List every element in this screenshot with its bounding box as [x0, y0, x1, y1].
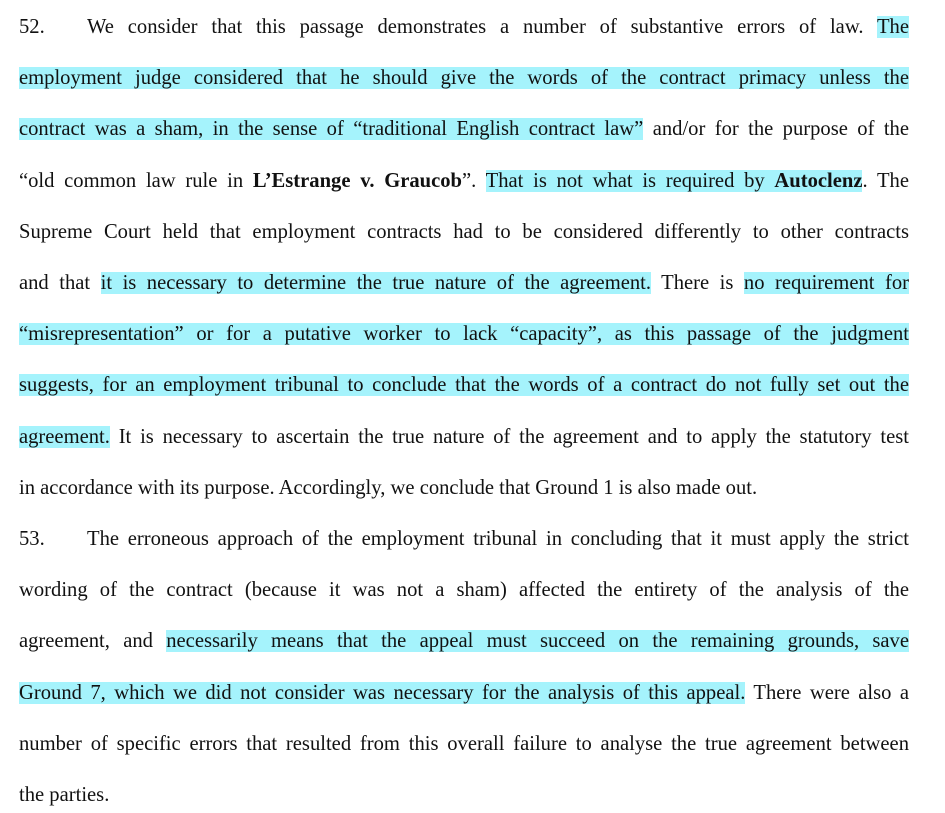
text-line [19, 575, 909, 605]
text-line [19, 780, 909, 810]
highlighted-text: That is not what is required by [485, 169, 775, 192]
highlighted-text: it is necessary to determine the true nature of the agreement. [100, 272, 652, 294]
text-line [19, 729, 909, 759]
paragraph-number: 53. [19, 528, 45, 550]
text-line [19, 114, 909, 144]
body-text: We consider that this passage demonstrates a number of substantive errors of law. [87, 16, 877, 38]
highlighted-text: no requirement for [743, 272, 909, 294]
highlighted-text: agreement. [19, 425, 110, 448]
highlighted-text: employment judge considered that he should give the words of the contract primacy unless the [19, 67, 909, 90]
body-text: Supreme Court held that employment contracts had to be considered differently to other contracts [19, 220, 909, 243]
body-text: There is [651, 272, 744, 294]
highlighted-text: “misrepresentation” or for a putative worker to lack “capacity”, as this passage of the judgment [19, 323, 909, 346]
body-text: agreement, and [19, 630, 167, 653]
text-line [19, 166, 909, 196]
text-line [19, 370, 909, 400]
body-text: “old common law rule in [19, 169, 253, 192]
body-text: It is necessary to ascertain the true nature of the agreement and to apply the statutory test [109, 425, 909, 448]
text-line [19, 626, 909, 656]
text-line [19, 12, 909, 42]
highlighted-text: Ground 7, which we did not consider was necessary for the analysis of this appeal. [19, 681, 746, 704]
text-line [19, 63, 909, 93]
highlighted-text: suggests, for an employment tribunal to conclude that the words of a contract do not fully set out the [19, 374, 909, 397]
body-text: There were also a [745, 681, 910, 704]
highlighted-text: Autoclenz [774, 169, 863, 192]
body-text: The erroneous approach of the employment tribunal in concluding that it must apply the strict [87, 528, 909, 550]
text-line [19, 422, 909, 452]
body-text: number of specific errors that resulted from this overall failure to analyse the true agreement between [19, 732, 909, 755]
text-line [19, 473, 909, 503]
body-text: wording of the contract (because it was not a sham) affected the entirety of the analysis of the [19, 579, 909, 602]
text-line [19, 524, 909, 554]
body-text: and that [19, 272, 101, 294]
highlighted-text: The [876, 16, 909, 38]
paragraph-number: 52. [19, 16, 45, 38]
body-text: and/or for the purpose of the [643, 118, 909, 141]
body-text: the parties. [19, 784, 110, 806]
text-line [19, 217, 909, 247]
highlighted-text: contract was a sham, in the sense of “traditional English contract law” [19, 118, 644, 141]
body-text: ”. [462, 169, 486, 192]
text-line [19, 678, 909, 708]
text-line [19, 268, 909, 298]
body-text: . The [862, 169, 909, 192]
body-text: L’Estrange v. Graucob [252, 169, 463, 192]
highlighted-text: necessarily means that the appeal must succeed on the remaining grounds, save [166, 630, 909, 653]
text-line [19, 319, 909, 349]
body-text: in accordance with its purpose. Accordingly, we conclude that Ground 1 is also made out. [19, 476, 758, 499]
